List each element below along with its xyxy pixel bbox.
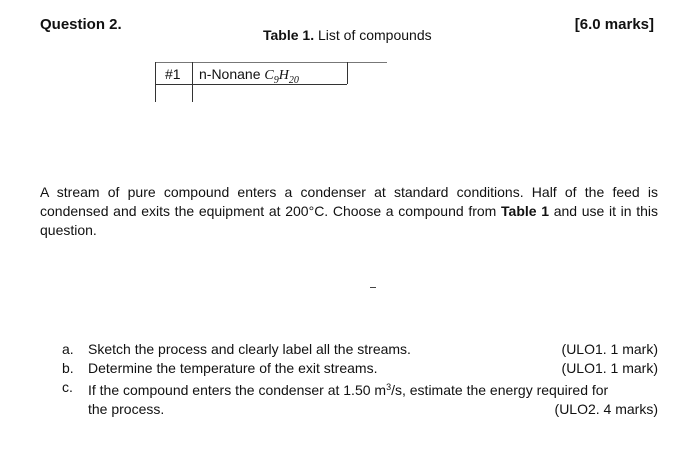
question-text-cont: the process.: [88, 401, 165, 417]
marks-label: [6.0 marks]: [574, 16, 654, 33]
table-caption: [263, 27, 432, 43]
stray-mark: [370, 287, 376, 288]
ulo-label: (ULO1. 1 mark): [561, 341, 658, 357]
question-title: Question 2.: [40, 16, 122, 33]
ulo-label: (ULO1. 1 mark): [561, 360, 658, 376]
compound-name: n-Nonane: [199, 66, 261, 82]
question-list: [62, 340, 658, 419]
compound-formula: $C_9H_{20}$: [264, 68, 299, 86]
table-caption-text: List of compounds: [317, 27, 432, 43]
ulo-label: (ULO2. 4 marks): [554, 401, 658, 417]
table-reference: Table 1: [501, 203, 550, 219]
table-row-number: #1: [165, 66, 181, 82]
question-text: Sketch the process and clearly label all the streams.: [88, 341, 411, 357]
question-text: If the compound enters the condenser at 1.50 $m^3/s$, estimate the energy required for: [88, 382, 609, 398]
table-caption-label: Table 1.: [263, 27, 315, 43]
question-item-c: c. If the compound enters the condenser at 1.50 $m^3/s$, estimate the energy required for the process. (ULO2. 4 marks): [62, 379, 658, 417]
problem-statement: A stream of pure compound enters a condenser at standard conditions. Half of the feed is condensed and exits the equipment at 200°C. Choose a compound from Table 1 and use it in this question.: [40, 184, 659, 238]
compound-table: [155, 62, 387, 102]
table-row-compound: [199, 66, 299, 86]
question-item-a: a. Sketch the process and clearly label all the streams. (ULO1. 1 mark): [62, 341, 658, 357]
question-text: Determine the temperature of the exit streams.: [88, 360, 378, 376]
question-item-b: b. Determine the temperature of the exit streams. (ULO1. 1 mark): [62, 360, 658, 376]
